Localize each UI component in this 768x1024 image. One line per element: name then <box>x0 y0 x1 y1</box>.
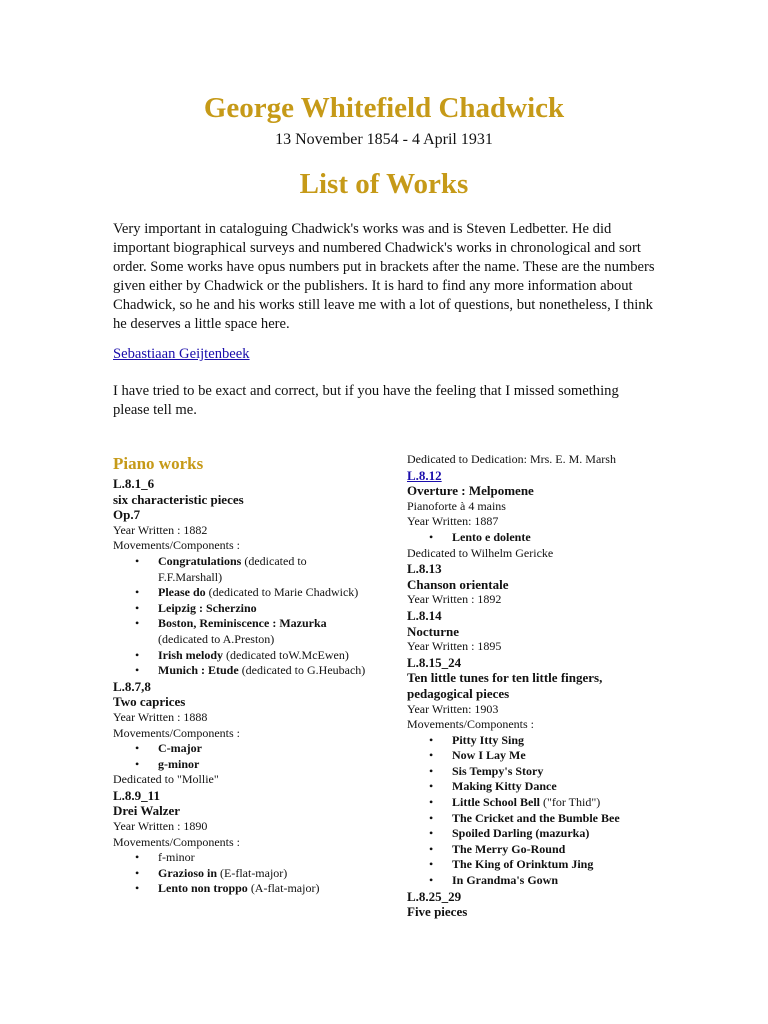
movements-label: Movements/Components : <box>407 717 534 732</box>
section-heading: Piano works <box>113 454 204 473</box>
list-item: • Please do (dedicated to Marie Chadwick) <box>113 585 373 601</box>
list-item: • f-minor <box>113 850 373 866</box>
work-title: Nocturne <box>407 623 459 639</box>
list-item: • Lento e dolente <box>407 530 667 546</box>
work-id: L.8.15_24 <box>407 654 462 670</box>
work-year: Year Written: 1887 <box>407 514 499 529</box>
list-item: • Boston, Reminiscence : Mazurka (dedicated to A.Preston) <box>113 616 373 647</box>
list-item: • C-major <box>113 741 373 757</box>
work-id: L.8.9_11 <box>113 787 160 803</box>
list-item: • Spoiled Darling (mazurka) <box>407 826 667 842</box>
work-id: L.8.7,8 <box>113 678 151 694</box>
work-title: Drei Walzer <box>113 803 181 819</box>
movement-list <box>407 530 667 546</box>
list-item: • Sis Tempy's Story <box>407 764 667 780</box>
list-item: • Little School Bell ("for Thid") <box>407 795 667 811</box>
work-title: Ten little tunes for ten little fingers, pedagogical pieces <box>407 670 603 701</box>
list-item: • Congratulations (dedicated to F.F.Marshall) <box>113 554 373 585</box>
work-dedication: Dedicated to Wilhelm Gericke <box>407 545 554 560</box>
work-id: L.8.25_29 <box>407 888 462 904</box>
work-instrumentation: Pianoforte à 4 mains <box>407 498 506 513</box>
list-item: • The Cricket and the Bumble Bee <box>407 811 667 827</box>
life-dates: 13 November 1854 - 4 April 1931 <box>275 131 493 148</box>
work-dedication: Dedicated to Dedication: Mrs. E. M. Marsh <box>407 452 616 466</box>
work-id-link[interactable]: L.8.12 <box>407 467 442 483</box>
page-subtitle: List of Works <box>299 168 469 200</box>
left-column <box>113 452 373 897</box>
movement-list <box>113 554 373 679</box>
work-title: Overture : Melpomene <box>407 483 534 499</box>
author-link[interactable]: Sebastiaan Geijtenbeek <box>113 346 250 362</box>
work-id: L.8.13 <box>407 561 442 577</box>
note-paragraph: I have tried to be exact and correct, but if you have the feeling that I missed something please tell me. <box>113 383 619 418</box>
list-item: • Making Kitty Dance <box>407 779 667 795</box>
right-column <box>407 452 667 920</box>
work-title: Chanson orientale <box>407 576 509 592</box>
list-item: • g-minor <box>113 757 373 773</box>
movement-list <box>113 850 373 897</box>
list-item: • The King of Orinktum Jing <box>407 857 667 873</box>
work-title: Five pieces <box>407 904 468 920</box>
work-year: Year Written : 1888 <box>113 709 208 724</box>
list-item: • In Grandma's Gown <box>407 873 667 889</box>
work-id: L.8.14 <box>407 607 442 623</box>
list-item: • Irish melody (dedicated toW.McEwen) <box>113 648 373 664</box>
work-dedication: Dedicated to "Mollie" <box>113 772 219 787</box>
list-item: • Munich : Etude (dedicated to G.Heubach) <box>113 663 373 679</box>
work-id: L.8.1_6 <box>113 476 155 491</box>
list-item: • Leipzig : Scherzino <box>113 601 373 617</box>
work-opus: Op.7 <box>113 507 141 523</box>
movements-label: Movements/Components : <box>113 725 240 740</box>
work-title: Two caprices <box>113 694 186 710</box>
work-year: Year Written: 1903 <box>407 701 499 716</box>
work-year: Year Written : 1895 <box>407 639 502 654</box>
work-year: Year Written : 1882 <box>113 522 208 537</box>
list-item: • Lento non troppo (A-flat-major) <box>113 881 373 897</box>
work-title: six characteristic pieces <box>113 491 244 507</box>
list-item: • The Merry Go-Round <box>407 842 667 858</box>
list-item: • Grazioso in (E-flat-major) <box>113 866 373 882</box>
work-year: Year Written : 1892 <box>407 592 502 607</box>
list-item: • Pitty Itty Sing <box>407 733 667 749</box>
intro-paragraph: Very important in cataloguing Chadwick's works was and is Steven Ledbetter. He did important biographical surveys and numbered Chadwick's works in chronological and sort order. Some works have opus numbers put in brackets after the name. These are the numbers given either by Chadwick or the publishers. It is hard to find any more information about Chadwick, so he and his works still leave me with a lot of questions, but nonetheless, I think he deserves a little space here. <box>113 221 655 332</box>
movement-list <box>113 741 373 772</box>
list-item: • Now I Lay Me <box>407 748 667 764</box>
movements-label: Movements/Components : <box>113 538 240 553</box>
movement-list <box>407 733 667 889</box>
page-title: George Whitefield Chadwick <box>203 92 565 124</box>
work-year: Year Written : 1890 <box>113 819 208 834</box>
movements-label: Movements/Components : <box>113 834 240 849</box>
